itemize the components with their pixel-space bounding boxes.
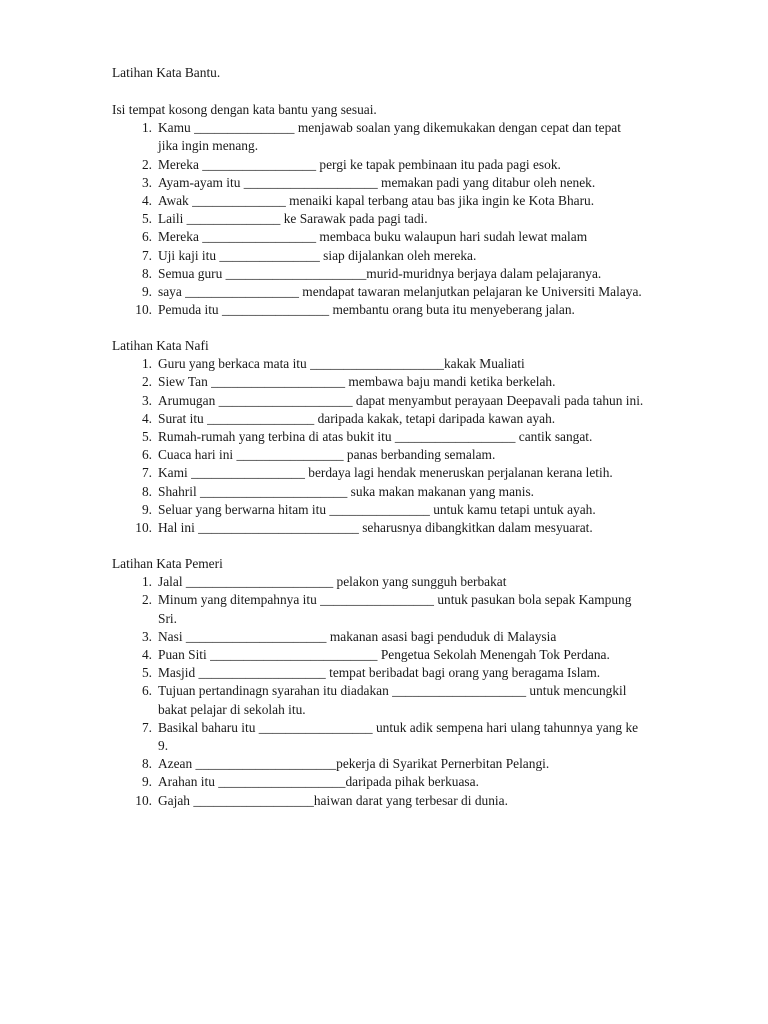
item-text: Uji kaji itu _______________ siap dijalankan oleh mereka. <box>158 247 477 263</box>
item-number: 9 . <box>132 283 152 301</box>
item-number: 6 . <box>132 446 152 464</box>
section-heading: Isi tempat kosong dengan kata bantu yang sesuai. <box>112 102 377 117</box>
section-kata-bantu <box>112 101 712 319</box>
item-number: 10 . <box>132 792 152 810</box>
exercise-item <box>112 519 712 537</box>
exercise-item <box>112 392 712 410</box>
item-number: 4 . <box>132 646 152 664</box>
exercise-list <box>112 355 712 537</box>
item-number: 1 . <box>132 355 152 373</box>
item-text: Mereka _________________ pergi ke tapak pembinaan itu pada pagi esok. <box>158 156 561 172</box>
exercise-item <box>112 156 712 174</box>
exercise-item <box>112 682 712 718</box>
item-number: 6 . <box>132 682 152 700</box>
exercise-item <box>112 773 712 791</box>
item-number: 5 . <box>132 210 152 228</box>
item-number: 4 . <box>132 192 152 210</box>
exercise-item <box>112 646 712 664</box>
exercise-item <box>112 410 712 428</box>
item-text: Kamu _______________ menjawab soalan yang dikemukakan dengan cepat dan tepat <box>158 120 621 136</box>
item-number: 8 . <box>132 483 152 501</box>
item-text: Rumah-rumah yang terbina di atas bukit itu __________________ cantik sangat. <box>158 429 593 445</box>
item-text: saya _________________ mendapat tawaran melanjutkan pelajaran ke Universiti Malaya. <box>158 284 642 300</box>
item-text: Laili ______________ ke Sarawak pada pagi tadi. <box>158 211 428 227</box>
item-number: 1 . <box>132 573 152 591</box>
item-number: 3 . <box>132 628 152 646</box>
item-text: Surat itu ________________ daripada kakak, tetapi daripada kawan ayah. <box>158 410 556 426</box>
item-text: Mereka _________________ membaca buku walaupun hari sudah lewat malam <box>158 229 588 245</box>
item-text: Hal ini ________________________ seharusnya dibangkitkan dalam mesyuarat. <box>158 520 593 536</box>
item-text: Basikal baharu itu _________________ untuk adik sempena hari ulang tahunnya yang ke <box>158 719 639 735</box>
item-text: Cuaca hari ini ________________ panas berbanding semalam. <box>158 447 496 463</box>
exercise-item <box>112 265 712 283</box>
item-number: 6 . <box>132 228 152 246</box>
exercise-item <box>112 210 712 228</box>
exercise-item <box>112 664 712 682</box>
item-number: 1 . <box>132 119 152 137</box>
item-text: Gajah __________________haiwan darat yang terbesar di dunia. <box>158 792 508 808</box>
exercise-item <box>112 501 712 519</box>
item-text: Azean _____________________pekerja di Syarikat Pernerbitan Pelangi. <box>158 756 550 772</box>
exercise-item <box>112 464 712 482</box>
item-number: 2 . <box>132 591 152 609</box>
section-heading: Latihan Kata Pemeri <box>112 556 223 571</box>
exercise-list <box>112 573 712 810</box>
exercise-item <box>112 192 712 210</box>
exercise-item <box>112 174 712 192</box>
exercise-item <box>112 247 712 265</box>
item-text: Minum yang ditempahnya itu _________________ untuk pasukan bola sepak Kampung <box>158 592 632 608</box>
exercise-item <box>112 755 712 773</box>
item-number: 5 . <box>132 664 152 682</box>
item-text: Guru yang berkaca mata itu ____________________kakak Mualiati <box>158 356 525 372</box>
item-text: Arahan itu ___________________daripada pihak berkuasa. <box>158 774 479 790</box>
item-text: Siew Tan ____________________ membawa baju mandi ketika berkelah. <box>158 374 556 390</box>
item-number: 9 . <box>132 501 152 519</box>
item-number: 2 . <box>132 156 152 174</box>
exercise-item <box>112 428 712 446</box>
exercise-item <box>112 301 712 319</box>
item-text: Tujuan pertandinagn syarahan itu diadakan ____________________ untuk mencungkil <box>158 683 627 699</box>
item-number: 10 . <box>132 519 152 537</box>
item-text: Awak ______________ menaiki kapal terbang atau bas jika ingin ke Kota Bharu. <box>158 193 595 209</box>
item-text: Puan Siti _________________________ Pengetua Sekolah Menengah Tok Perdana. <box>158 647 610 663</box>
exercise-item <box>112 373 712 391</box>
exercise-item <box>112 628 712 646</box>
item-number: 2 . <box>132 373 152 391</box>
item-text-continued: bakat pelajar di sekolah itu. <box>158 701 306 717</box>
item-text: Masjid ___________________ tempat beribadat bagi orang yang beragama Islam. <box>158 665 601 681</box>
item-text: Seluar yang berwarna hitam itu _______________ untuk kamu tetapi untuk ayah. <box>158 501 596 517</box>
item-text-continued: 9. <box>158 738 169 754</box>
item-text: Arumugan ____________________ dapat menyambut perayaan Deepavali pada tahun ini. <box>158 392 644 408</box>
section-kata-nafi <box>112 337 712 537</box>
item-text: Kami _________________ berdaya lagi hendak meneruskan perjalanan kerana letih. <box>158 465 613 481</box>
exercise-item <box>112 119 712 155</box>
exercise-item <box>112 573 712 591</box>
exercise-item <box>112 719 712 755</box>
item-number: 3 . <box>132 174 152 192</box>
exercise-item <box>112 591 712 627</box>
item-text: Ayam-ayam itu ____________________ memakan padi yang ditabur oleh nenek. <box>158 174 596 190</box>
section-heading: Latihan Kata Nafi <box>112 338 209 353</box>
item-number: 7 . <box>132 247 152 265</box>
exercise-item <box>112 355 712 373</box>
item-text: Semua guru _____________________murid-muridnya berjaya dalam pelajaranya. <box>158 265 602 281</box>
item-text: Nasi _____________________ makanan asasi bagi penduduk di Malaysia <box>158 628 557 644</box>
item-number: 9 . <box>132 773 152 791</box>
item-number: 10 . <box>132 301 152 319</box>
exercise-item <box>112 483 712 501</box>
item-text-continued: jika ingin menang. <box>158 138 259 154</box>
item-number: 7 . <box>132 464 152 482</box>
exercise-item <box>112 283 712 301</box>
item-number: 5 . <box>132 428 152 446</box>
item-text: Jalal ______________________ pelakon yang sungguh berbakat <box>158 574 507 590</box>
item-number: 8 . <box>132 265 152 283</box>
exercise-item <box>112 446 712 464</box>
item-number: 4 . <box>132 410 152 428</box>
item-number: 3 . <box>132 392 152 410</box>
exercise-item <box>112 228 712 246</box>
item-number: 7 . <box>132 719 152 737</box>
item-text: Shahril ______________________ suka makan makanan yang manis. <box>158 483 534 499</box>
page-title: Latihan Kata Bantu. <box>112 65 221 80</box>
section-kata-pemeri <box>112 555 712 810</box>
exercise-item <box>112 792 712 810</box>
item-text: Pemuda itu ________________ membantu orang buta itu menyeberang jalan. <box>158 302 575 318</box>
exercise-list <box>112 119 712 319</box>
item-number: 8 . <box>132 755 152 773</box>
item-text-continued: Sri. <box>158 610 177 626</box>
